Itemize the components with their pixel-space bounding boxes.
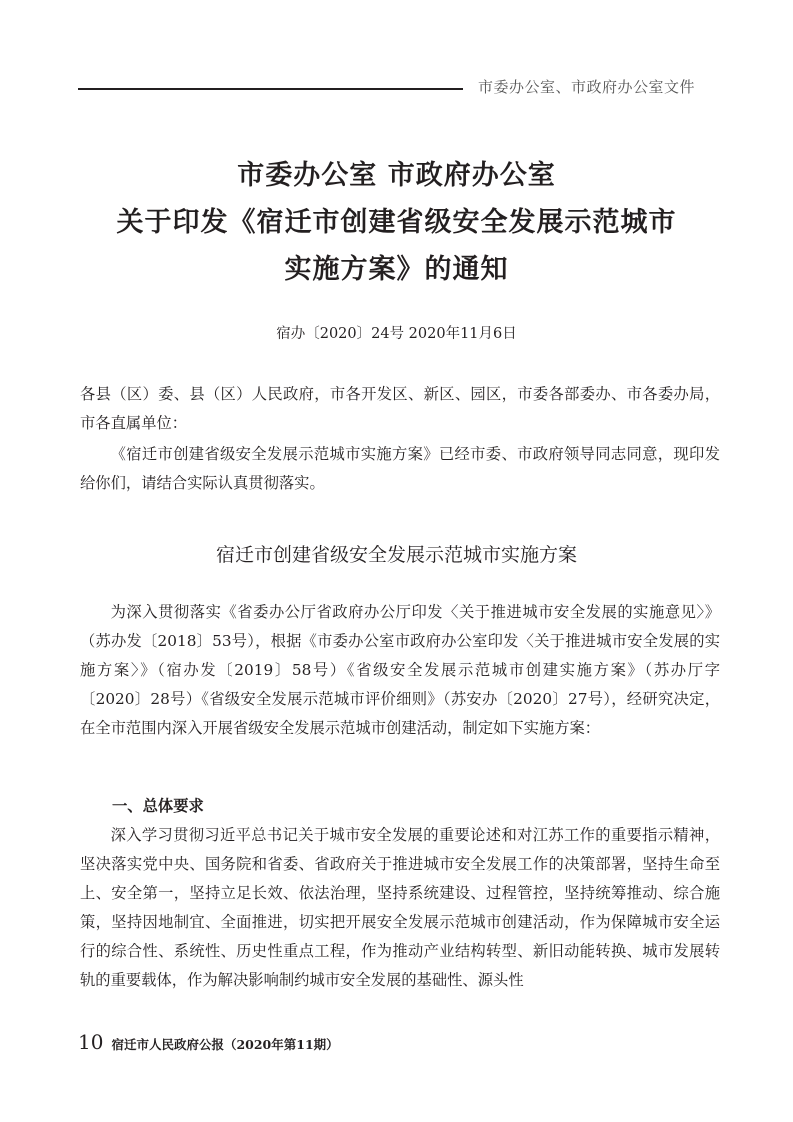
- plan-title: 宿迁市创建省级安全发展示范城市实施方案: [215, 544, 577, 566]
- notice-body-paragraph: 《宿迁市创建省级安全发展示范城市实施方案》已经市委、市政府领导同志同意，现印发给你们，请结合实际认真贯彻落实。: [80, 445, 720, 492]
- publication-name: 宿迁市人民政府公报（2020年第11期）: [111, 1037, 339, 1052]
- document-title: [0, 152, 793, 293]
- page-number: 10: [78, 1030, 104, 1054]
- page-footer: [78, 1030, 339, 1054]
- title-line: 关于印发《宿迁市创建省级安全发展示范城市: [116, 207, 677, 238]
- header-issuer-label: 市委办公室、市政府办公室文件: [478, 78, 696, 96]
- intro-paragraph: 为深入贯彻落实《省委办公厅省政府办公厅印发〈关于推进城市安全发展的实施意见〉》（苏办发〔2018〕53号），根据《市委办公室市政府办公室印发〈关于推进城市安全发展的实施方案〉》（宿办发〔2019〕58号）《省级安全发展示范城市创建实施方案》（苏办厅字〔2020〕28号）《省级安全发展示范城市评价细则》（苏安办〔2020〕27号），经研究决定，在全市范围内深入开展省级安全发展示范城市创建活动，制定如下实施方案：: [80, 603, 720, 737]
- title-line: 市委办公室 市政府办公室: [237, 160, 556, 191]
- section-body-paragraph: 深入学习贯彻习近平总书记关于城市安全发展的重要论述和对江苏工作的重要指示精神，坚决落实党中央、国务院和省委、省政府关于推进城市安全发展工作的决策部署，坚持生命至上、安全第一，坚持立足长效、依法治理，坚持系统建设、过程管控，坚持统筹推动、综合施策，坚持因地制宜、全面推进，切实把开展安全发展示范城市创建活动，作为保障城市安全运行的综合性、系统性、历史性重点工程，作为推动产业结构转型、新旧动能转换、城市发展转轨的重要载体，作为解决影响制约城市安全发展的基础性、源头性: [80, 826, 720, 989]
- recipients-paragraph: 各县（区）委、县（区）人民政府，市各开发区、新区、园区，市委各部委办、市各委办局，市各直属单位：: [80, 385, 720, 432]
- title-line: 实施方案》的通知: [284, 254, 509, 285]
- header-rule: [78, 88, 463, 90]
- document-number-and-date: 宿办〔2020〕24号 2020年11月6日: [276, 326, 517, 342]
- section-heading: 一、总体要求: [112, 797, 204, 815]
